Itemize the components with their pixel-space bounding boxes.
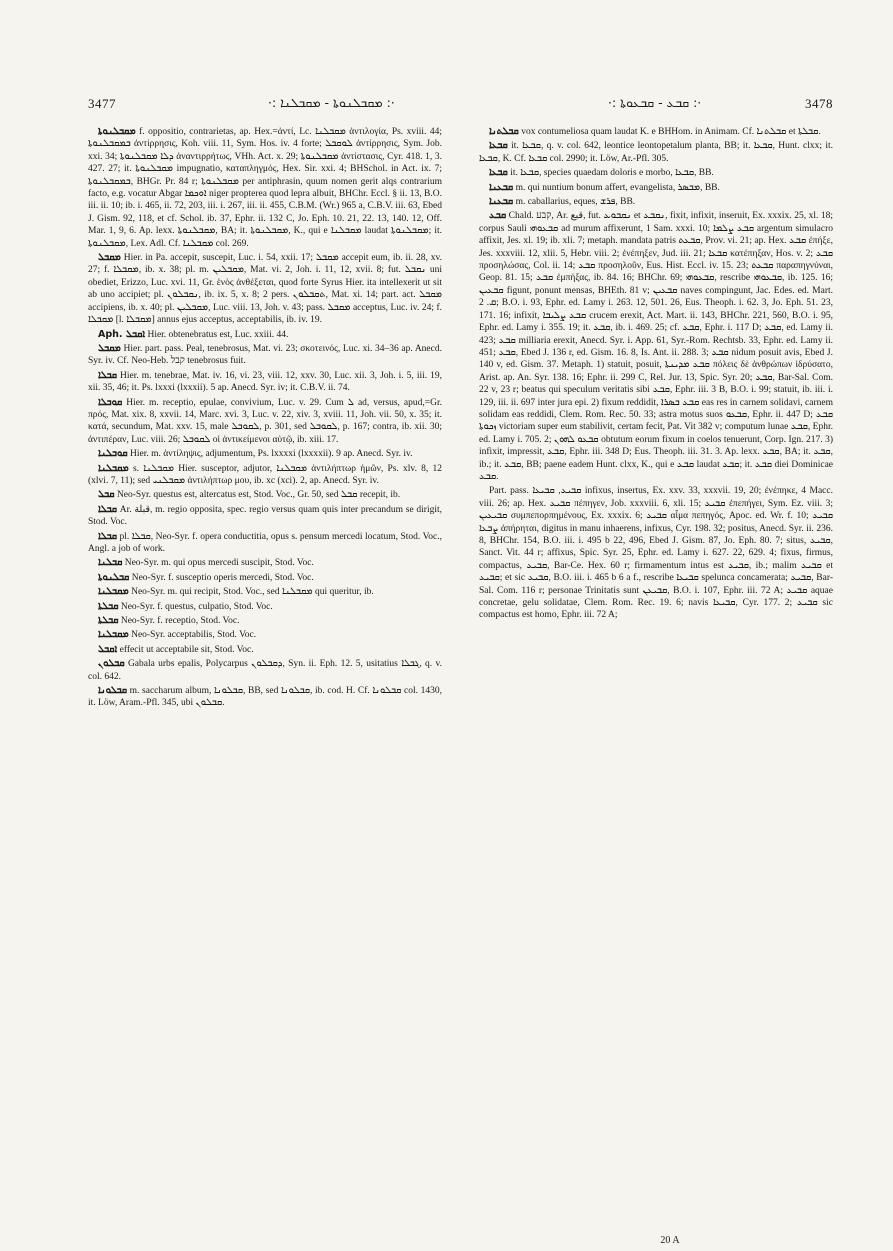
running-header: [88, 94, 833, 116]
dictionary-entry: [88, 658, 442, 683]
entry-headword: ܩܒܠܘܢ: [98, 658, 125, 670]
entry-headword: ܡܩܒܠܢܐ: [98, 629, 129, 641]
dictionary-entry: [479, 140, 833, 165]
entry-body: m. saccharum album, ܩܒܠܘܢܐ, BB, sed ܩܒܠܘܢܐ, ib. cod. H. Cf. ܩܒܠܘܢܐ col. 1430, it. Löw, Aram.-Pfl. 345, ubi ܩܒܠܘܢ.: [88, 686, 443, 709]
dictionary-entry: [88, 489, 442, 501]
entry-body: Hier. obtenebratus est, Luc. xxiii. 44.: [147, 329, 289, 340]
entry-body: pl. ܩܒܠܐ, Neo-Syr. f. opera conductitia, opus s. pensum mercedi locatum, Stod. Voc., Angl. a job of work.: [88, 531, 442, 554]
entry-headword: ܩܒܥܐ: [489, 140, 508, 152]
entry-body: Neo-Syr. f. receptio, Stod. Voc.: [120, 616, 240, 627]
entry-body: Neo-Syr. f. susceptio operis mercedi, Stod. Voc.: [131, 572, 314, 583]
entry-headword: ܩܘܒܠܐ: [98, 396, 123, 408]
entry-body: Part. pass. ܩܒܝܥ, ܩܒܝܥܐ infixus, insertus, Ex. xxv. 33, xxxvii. 19, 20; ἐνέπηκε, 4 Macc. viii. 26; ap. Hex. ܩܒܝܥ πέπηγεν, Job. xxxviii. 6, xli. 15; ܩܒܝܥ ἐπεπήγει, Sym. Ez. viii. 3; ܩܒܝܥܝܢ συμπεπορπημένους, Ex. xxxix. 6; ܩܒܝܥ αἷμα πεπηγός, Apoc. ed. Wr. f. 10; ܩܒܝܥ ܨܒܥܐ ἀπήρηται, digitus in manu inhaerens, infixus, Cyr. 198. 32; positus, Anecd. Syr. ii. 236. 8, BHChr. 154, B.O. iii. i. 495 b 22, 496, Ebed J. Gism. 87, Jo. Eph. 80. 7; situs, ܩܒܝܥ, Sanct. Vit. 44 r; affixus, Spic. Syr. 25, Ephr. ed. Lamy i. 627. 22, 629. 4; fixus, firmus, compactus, ܩܒܝܥ, Bar-Ce. Hex. 60 r; firmamentum intus est ܩܒܝܥ, ib.; malim ܩܒܝܥ et ܩܒܝܥ; et sic ܩܒܝܥ, B.O. iii. i. 465 b 6 a f., rescribe ܩܒܝܥܐ spelunca concamerata; ܩܒܝܥ, Bar-Sal. Com. 116 r; personae Trinitatis sunt ܩܒܝܥܢ, B.O. i. 107, Ephr. iii. 72 A; ܩܒܝܥ aquae concretae, gelu solidatae, Clem. Rom. Rec. 19. 6; navis ܩܒܝܥܐ, Cyr. 177. 2; ܩܒܝܥ sic compactus est homo, Ephr. iii. 72 A;: [479, 486, 833, 621]
entry-body: Neo-Syr. m. qui opus mercedi suscipit, Stod. Voc.: [124, 558, 314, 569]
right-column: [479, 126, 833, 624]
entry-headword: ܩܒܠܘܢܐ: [98, 685, 128, 697]
dictionary-entry: [479, 182, 833, 194]
dictionary-entry: [88, 601, 442, 613]
entry-headword: ܩܒܠܬܐ: [98, 615, 119, 627]
entry-body: Hier. part. pass. Peal, tenebrosus, Mat. vi. 23; σκοτεινός, Luc. xi. 34–36 ap. Anecd. Syr. iv. Cf. Neo-Heb. קבל tenebrosus fuit.: [88, 343, 442, 367]
entry-body: Hier. in Pa. accepit, suscepit, Luc. i. 54, xxii. 17; ܡܩܒܠ accepit eum, ib. ii. 28, xv. 27; f. ܡܩܒܠܐ, ib. x. 38; pl. m. ܡܩܒܠܝܢ, Mat. vi. 2, Joh. i. 11, 12, xvii. 8; fut. ܢܩܒܠ uni obediet, Erizzo, Luc. xvi. 11, Gr. ἑνὸς ἀνθέξεται, quod forte Syrus Hier. ita intellexerit ut sit ab uno accipiet; pl. ܢܩܒܠܘܢ, ib. ix. 5, x. 8; 2 pers. ܬܩܒܠܘܢ, Mat. xi. 14; part. act. ܡܩܒܠ accipiens, ib. x. 40; pl. ܡܩܒܠܝܢ, Luc. viii. 13, Joh. v. 43; pass. ܡܩܒܠ acceptus, Luc. iv. 24; f. ܡܩܒܠܐ [l. ܡܩܒܠܐ] annus ejus acceptus, acceptabilis, ib. iv. 19.: [88, 253, 443, 326]
entry-headword: ܩܒܠܐ: [98, 530, 117, 542]
dictionary-entry: [479, 485, 833, 621]
entry-headword: Aph. ܐܩܒܠ: [98, 328, 146, 340]
entry-body: vox contumeliosa quam laudat K. e BHHom. in Animam. Cf. ܩܒܠܬܢܐ et ܩܒܠܬܐ.: [521, 127, 821, 137]
entry-body: Neo-Syr. acceptabilis, Stod. Voc.: [131, 630, 257, 641]
left-column: [88, 126, 442, 712]
entry-body: m. qui nuntium bonum affert, evangelista, ܡܒܣܪ, BB.: [515, 182, 720, 193]
entry-headword: ܡܩܒܠܢܘܬܐ: [98, 126, 136, 137]
entry-headword: ܡܩܒܠܢܐ: [98, 586, 129, 598]
entry-headword: ܩܒܥܢܐ: [489, 181, 514, 193]
dictionary-entry: [88, 329, 442, 341]
entry-headword: ܩܒܠܬܐ: [98, 600, 119, 612]
entry-body: s. ܡܩܒܠܢܐ Hier. susceptor, adjutor, ܡܩܒܠܢܐ ἀντιλήπτωρ ἡμῶν, Ps. xlv. 8, 12 (xlvi. 7, 11); sed ܡܩܒܠܢܝ ἀντιλήπτωρ μου, ib. xc (xci). 2, ap. Anecd. Syr. iv.: [88, 463, 443, 486]
entry-body: Ar. قبلة, m. regio opposita, spec. regio versus quam quis inter precandum se dirigit, Stod. Voc.: [88, 504, 443, 528]
dictionary-entry: [88, 586, 442, 598]
dictionary-entry: [479, 126, 833, 138]
dictionary-entry: [479, 210, 833, 483]
entry-headword: ܩܒܥܐ: [489, 167, 508, 179]
entry-body: Neo-Syr. f. questus, culpatio, Stod. Voc.: [120, 601, 273, 612]
entry-body: Gabala urbs epalis, Polycarpus ܕܩܒܠܘܢ, Syn. ii. Eph. 12. 5, usitatius ܓܒܠܐ, q. v. col. 642.: [88, 659, 442, 682]
entry-headword: ܩܒܠܬܢܐ: [489, 126, 519, 137]
right-page-number: 3478: [805, 96, 833, 111]
dictionary-entry: [88, 370, 442, 395]
right-running-title: ·: ܩܒܥ - ܩܒܥܘܬܐ :·: [608, 95, 702, 110]
entry-body: Neo-Syr. m. qui recipit, Stod. Voc., sed ܡܩܒܠܢܐ qui queritur, ib.: [131, 587, 374, 598]
entry-body: effecit ut acceptabile sit, Stod. Voc.: [119, 644, 254, 655]
entry-body: Hier. m. tenebrae, Mat. iv. 16, vi. 23, viii. 12, xxv. 30, Luc. xii. 3, Joh. i. 5, iii. 19, xii. 35, 46; it. Ps. lxxxi (lxxxii). 5 ap. Anecd. Syr. iv; it. C.B.V. ii. 74.: [88, 370, 443, 394]
entry-headword: ܩܒܠܐ: [98, 503, 117, 515]
signature-mark: 20 A: [660, 1235, 680, 1246]
entry-body: f. oppositio, contrarietas, ap. Hex.=ἀντί, Lc. ܡܩܒܠܢܐ ἀντιλογία, Ps. xviii. 44; ܒܡܩܒܠܢܘܬܐ ἀντίρρησις, Koh. viii. 11, Sym. Hos. iv. 4 forte; ܠܘܩܒܠ ἀντίρρησις, Sym. Job. xxi. 34; ܕܠܐ ܡܩܒܠܢܘܬܐ ἀναντιρρήτως, VHh. Act. x. 29; ܡܩܒܠܢܘܬܐ ἀντίστασις, Cyr. 418. 1, 3. 427. 27; it. ܡܩܒܠܢܘܬܐ impugnatio, καταπληγμός, Hex. Sir. xxi. 4; BHSchol. in Act. ix. 7; ܒܡܩܒܠܢܘܬܐ, BHGr. Pr. 84 r; ܡܩܒܠܢܘܬܐ per antiphrasin, quum nomen gerit alqs contrarium facto, e.g. vocatur Abgar ܐܘܟܡܐ niger propterea quod lepra albuit, BHChr. Eccl. § ii. 13, B.O. iii. ii. 10; ib. i. 465, ii. 72, 203, iii. i. 267, iii. ii. 455, C.B.M. (Wr.) 965 a, C.B.V. iii. 63, Ebed J. Gism. 92, 118, et cf. Schol. ib. 37, Ephr. ii. 132 C, Jo. Eph. 10. 21, 22. 13, 140. 12, Off. Mar. 1, 9, 6. Ap. lexx. ܡܩܒܠܢܘܬܐ, BA; it. ܡܩܒܠܢܘܬܐ, K., qui e ܡܩܒܠܢܐ laudat ܡܩܒܠܢܘܬܐ; it. ܡܩܒܠܢܘܬܐ, Lex. Adl. Cf. ܡܩܒܠܢܐ col. 269.: [88, 127, 443, 249]
entry-headword: ܩܒܥܢܐ: [489, 196, 514, 208]
entry-headword: ܡܩܒܠ: [98, 342, 121, 354]
entry-body: it. ܩܒܥܐ, q. v. col. 642, leontice leontopetalum planta, BB; it. ܩܒܥܐ, Hunt. clxx; it. ܩܒܥܐ, K. Cf. ܩܒܥܐ col. 2990; it. Löw, Ar.-Pfl. 305.: [479, 141, 833, 164]
entry-body: it. ܩܒܥܐ, species quaedam doloris e morbo, ܩܒܥܐ, BB.: [510, 168, 714, 179]
dictionary-entry: [88, 252, 442, 326]
entry-headword: ܩܒܥ: [489, 210, 507, 222]
entry-headword: ܡܩܒܠܢܐ: [98, 462, 129, 474]
left-running-title: ·: ܡܩܒܠܢܘܬܐ - ܡܩܒܠܢܐ :·: [268, 95, 395, 110]
dictionary-entry: [88, 685, 442, 710]
dictionary-entry: [479, 167, 833, 179]
dictionary-entry: [88, 557, 442, 569]
dictionary-entry: [88, 572, 442, 584]
dictionary-entry: [88, 629, 442, 641]
dictionary-entry: [88, 397, 442, 447]
entry-headword: ܩܒܠܢܘܬܐ: [98, 571, 130, 583]
entry-body: Hier. m. ἀντίληψις, adjumentum, Ps. lxxxxi (lxxxxii). 9 ap. Anecd. Syr. iv.: [130, 449, 413, 460]
dictionary-entry: [88, 615, 442, 627]
entry-body: Hier. m. receptio, epulae, convivium, Luc. v. 29. Cum ܠ ad, versus, apud,=Gr. πρός, Mat. xix. 8, xxvii. 14, Marc. xvi. 3, Luc. v. 22, xiv. 3, xviii. 11, Joh. vii. 50, x. 35; it. κατά, secundum, Mat. xxv. 15, male ܠܩܘܒܠ, p. 301, sed ܠܩܘܒܠ, p. 167; contra, ib. xii. 30; ἀντιπέραν, Luc. viii. 26; ܠܩܘܒܠ οἱ ἀντικείμενοι αὐτῷ, ib. xiii. 17.: [88, 397, 442, 445]
dictionary-entry: [479, 196, 833, 208]
entry-headword: ܩܒܠܐ: [98, 369, 117, 381]
dictionary-entry: [88, 531, 442, 556]
entry-headword: ܩܒܠ: [98, 489, 115, 501]
dictionary-entry: [88, 343, 442, 368]
dictionary-entry: [88, 504, 442, 529]
entry-headword: ܩܘܒܠܢܐ: [98, 448, 128, 460]
dictionary-entry: [88, 463, 442, 488]
left-page-number: 3477: [88, 96, 116, 111]
entry-body: Chald. קבע, Ar. قبع, fut. ܢܩܒܘܥ et ܢܩܒܥ, fixit, infixit, inseruit, Ex. xxxix. 25, xl. 18; corpus Sauli ܩܒܥܘܗܝ ad murum affixerunt, 1 Sam. xxxi. 10; ܩܒܥ ܨܠܡܐ argentum simulacro affixit, Jes. xl. 19; ib. xli. 7; metaph. mandata patris ܩܒܥܬ, Prov. vi. 21; ap. Hex. ܩܒܥ ἐπήξε, Jes. xxxviii. 12, xlii. 5, Hebr. viii. 2; ἐνέπηξεν, Jud. iii. 21; ܩܒܥܐ κατέπηξαν, Hos. v. 2; ܩܒܥ προσηλώσας, Col. ii. 14; ܩܒܥ προσηλοῦν, Eus. Hist. Eccl. iv. 15. 23; ܩܒܥܬ παραπηγνύναι, Geop. 81. 15; ܩܒܥ ἐμπήξας, ib. 84. 16; BHChr. 69; ܩܒܥܘܗܝ, rescribe ܩܒܥܘܗܝ, ib. 125. 16; ܩܒܥܝܢ figunt, ponunt mensas, BHEth. 81 v; ܩܒܥܝܢ naves compingunt, Jac. Edes. ed. Mart. ܩ. 2; B.O. i. 93, Ephr. ed. Lamy i. 263. 12, 501. 26, Eus. Theoph. i. 62. 3, Jo. Eph. 51. 23, 171. 16; infixit, ܩܒܥ ܨܠܝܒܐ crucem erexit, Act. Mart. ii. 143, BHChr. 221, 560, B.O. i. 95, Ephr. ed. Lamy i. 355. 19; it. ܩܒܥ, ib. i. 469. 25; cf. ܩܒܥ, Ephr. i. 117 D; ܩܒܥ, ed. Lamy ii. 423; ܩܒܥ milliaria erexit, Anecd. Syr. i. App. 61, Syr.-Rom. Rechtsb. 33, Ephr. ed. Lamy ii. 451; ܩܒܥ, Ebed J. 136 r, ed. Gism. 16. 8, Is. Ant. ii. 288. 3; ܩܒܥ nidum posuit avis, Ebed J. 140 v, ed. Gism. 37. Metaph. 1) statuit, posuit, ܩܒܥ ܡܕܝܢܬܐ πόλεις δὲ ἀνθρώπων ἱδρύσατο, Arist. ap. An. Syr. 138. 16; Ephr. ii. 299 C, Rel. Jur. 13, Spic. Syr. 20; ܩܒܥ, Bar-Sal. Com. 22 v, 23 r; beatus qui speculum veritatis sibi ܩܒܥ, Ephr. iii. 3 B, B.O. i. 99; statuit, ib. iii. i. 129, iii. ii. 697 inter jura epi. 2) fixum reddidit, ܩܒܥ ܒܣܪܐ eas res in carnem solidavi, carnem solidam eas reddidi, Clem. Rom. Rec. 50. 33; astra motus suos ܩܒܥܘ, Ephr. ii. 447 D; ܩܒܥ ܙܟܘܬܐ victoriam super eum stabilivit, certam fecit, Pat. Vit 382 v; computum lunae ܩܒܥ, Ephr. ed. Lamy i. 705. 2; ܩܒܥܘ ܠܗܘܢ obtutum eorum fixum in coelos tenuerunt, Corp. Ign. 217. 3) infixit, impressit, ܩܒܥ, Ephr. iii. 348 D; Eus. Theoph. iii. 31. 3. Ap. lexx. ܩܒܥ, BA; it. ܩܒܥ, ib.; it. ܩܒܥ, BB; paene eadem Hunt. clxx, K., qui e ܩܒܥ laudat ܩܒܥ; it. ܩܒܥ diei Dominicae ܩܒܥ.: [479, 211, 834, 482]
entry-headword: ܡܩܒܠ: [98, 252, 121, 264]
dictionary-entry: [88, 126, 442, 250]
dictionary-entry: [88, 448, 442, 460]
entry-headword: ܐܩܒܠ: [98, 643, 118, 655]
entry-body: m. caballarius, eques, ܦܪܫ, BB.: [515, 197, 636, 208]
entry-body: Neo-Syr. questus est, altercatus est, Stod. Voc., Gr. 50, sed ܩܒܠ recepit, ib.: [116, 490, 401, 501]
entry-headword: ܩܒܠܢܐ: [98, 557, 123, 569]
dictionary-entry: [88, 644, 442, 656]
